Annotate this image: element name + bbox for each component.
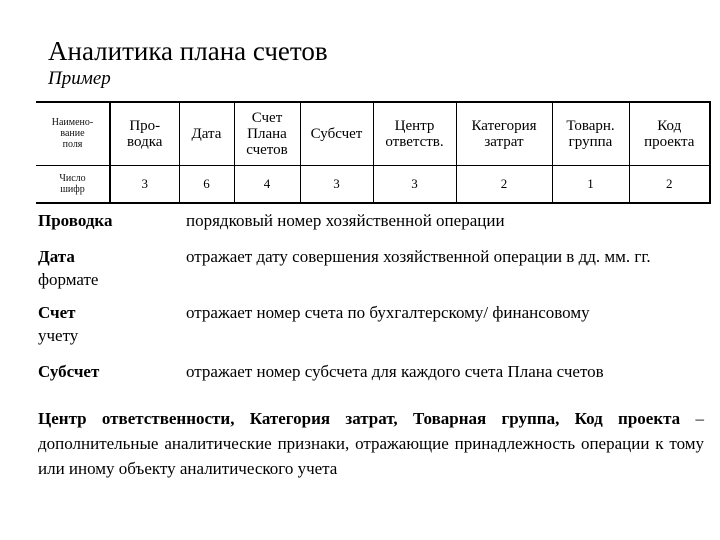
column-name: Счет Плана счетов: [234, 102, 300, 165]
field-names-row: [36, 102, 710, 165]
digit-count: 3: [300, 165, 373, 203]
definition-term: Дата формате: [38, 247, 99, 289]
definition-description: отражает номер счета по бухгалтерскому/ финансовому: [186, 303, 590, 322]
definition-description: отражает дату совершения хозяйственной операции в дд. мм. гг.: [186, 247, 651, 266]
page-title: Аналитика плана счетов: [48, 36, 328, 66]
row-header-names: Наимено- вание поля: [36, 102, 110, 165]
note-bold-terms: Центр ответственности, Категория затрат, Товарная группа, Код проекта: [38, 409, 681, 428]
row-header-digits: Число шифр: [36, 165, 110, 203]
page-subtitle: Пример: [48, 68, 111, 89]
digit-count: 3: [373, 165, 456, 203]
column-name: Субсчет: [300, 102, 373, 165]
digit-count: 1: [552, 165, 629, 203]
column-name: Товарн. группа: [552, 102, 629, 165]
field-code-table: [36, 101, 711, 204]
column-name: Про- водка: [110, 102, 179, 165]
definition-term: Проводка: [38, 211, 113, 230]
definition-term: Субсчет: [38, 362, 100, 381]
digit-count: 2: [456, 165, 552, 203]
definition-description: отражает номер субсчета для каждого счета Плана счетов: [186, 362, 604, 381]
column-name: Код проекта: [629, 102, 710, 165]
digit-count: 6: [179, 165, 234, 203]
digit-count: 2: [629, 165, 710, 203]
definition-term: Счет учету: [38, 303, 79, 345]
note-text: – дополнительные аналитические признаки, отражающие принадлежность операции к тому или иному объекту аналитического учета: [38, 409, 704, 478]
column-name: Дата: [179, 102, 234, 165]
definition-description: порядковый номер хозяйственной операции: [186, 211, 505, 230]
digit-count: 3: [110, 165, 179, 203]
digit-count: 4: [234, 165, 300, 203]
column-name: Центр ответств.: [373, 102, 456, 165]
field-digits-row: [36, 165, 710, 203]
column-name: Категория затрат: [456, 102, 552, 165]
additional-attributes-note: [38, 406, 704, 481]
